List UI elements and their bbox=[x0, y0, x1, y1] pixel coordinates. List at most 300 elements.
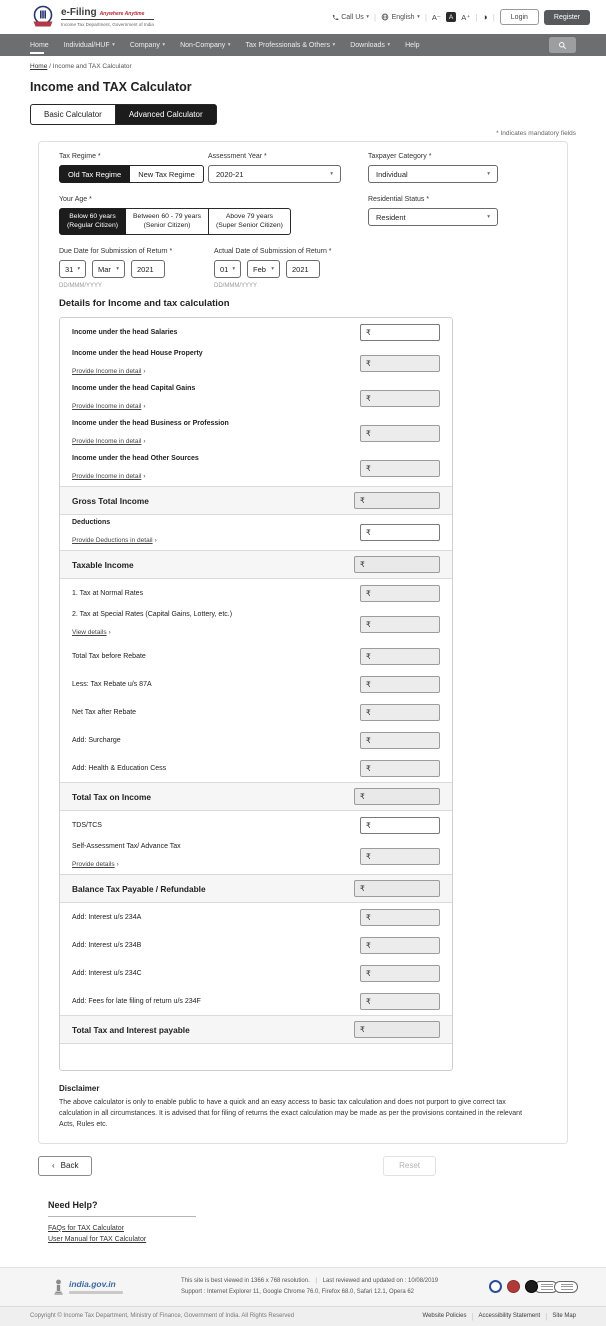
row-label: Add: Interest u/s 234C bbox=[72, 969, 142, 977]
calc-row-add-health-education-cess bbox=[60, 754, 452, 782]
footer-links bbox=[423, 1312, 576, 1321]
due-date-label: Due Date for Submission of Return * bbox=[59, 248, 173, 255]
detail-link-row bbox=[72, 465, 199, 483]
rupee-symbol: ₹ bbox=[366, 735, 371, 745]
chevron-right-icon: › bbox=[143, 367, 146, 375]
nav-item-tax-professionals[interactable] bbox=[246, 34, 336, 56]
row-label-group bbox=[72, 792, 151, 802]
total-row-taxable-income bbox=[60, 550, 452, 579]
actual-date-hint: DD/MMM/YYYY bbox=[214, 283, 258, 289]
amount-input-net-tax-after-rebate bbox=[360, 704, 440, 721]
provide-income-in-detail-link[interactable]: Provide Income in detail bbox=[72, 402, 142, 410]
row-label: Income under the head Salaries bbox=[72, 328, 178, 336]
row-label: Income under the head Capital Gains bbox=[72, 384, 196, 392]
chevron-down-icon: ▾ bbox=[77, 266, 81, 272]
browser-support-note: Support : Internet Explorer 11, Google Chrome 76.0, Firefox 68.0, Safari 12.1, Opera 62 bbox=[181, 1288, 415, 1295]
breadcrumb bbox=[30, 63, 576, 70]
nav-item-non-company[interactable] bbox=[180, 34, 230, 56]
amount-input-self-assessment-tax-advance-tax bbox=[360, 848, 440, 865]
row-label-group bbox=[72, 822, 102, 829]
chevron-down-icon: ▾ bbox=[330, 171, 333, 177]
rupee-symbol: ₹ bbox=[366, 940, 371, 950]
chevron-down-icon: ▾ bbox=[227, 42, 231, 48]
language-label: English bbox=[391, 13, 415, 21]
actual-date-label: Actual Date of Submission of Return * bbox=[214, 248, 332, 255]
detail-link-row bbox=[72, 430, 229, 448]
brand-name: e-Filing bbox=[61, 7, 97, 18]
amount-input-income-under-the-head-other-sources bbox=[360, 460, 440, 477]
chevron-left-icon: ‹ bbox=[52, 1161, 55, 1171]
row-label: Deductions bbox=[72, 518, 111, 526]
footer-info-line1 bbox=[181, 1276, 438, 1287]
due-month-select[interactable] bbox=[92, 260, 125, 278]
india-gov-emblem-icon bbox=[52, 1279, 65, 1295]
age-option-line1: Between 60 - 79 years bbox=[133, 212, 202, 220]
site-map-link[interactable]: Site Map bbox=[552, 1313, 576, 1320]
disclaimer bbox=[59, 1084, 553, 1131]
nav-label: Help bbox=[405, 41, 420, 49]
actual-date-field bbox=[214, 248, 332, 289]
amount-input-income-under-the-head-salaries[interactable] bbox=[360, 324, 440, 341]
assessment-year-select[interactable] bbox=[208, 165, 341, 183]
rupee-symbol: ₹ bbox=[366, 852, 371, 861]
footer-info bbox=[181, 1276, 438, 1298]
calc-row-add-interest-u-s-234b bbox=[60, 931, 452, 959]
calc-row-add-fees-for-late-filing-of-return-u-s-2 bbox=[60, 987, 452, 1015]
chevron-down-icon: ▾ bbox=[332, 42, 336, 48]
total-row-total-tax-on-income bbox=[60, 782, 452, 811]
calc-section-heading: Details for Income and tax calculation bbox=[59, 298, 230, 309]
residential-status-select[interactable] bbox=[368, 208, 498, 226]
chevron-down-icon: ▾ bbox=[417, 14, 420, 20]
detail-link-row bbox=[72, 853, 181, 871]
row-label-group bbox=[72, 455, 199, 483]
calc-row-1-tax-at-normal-rates bbox=[60, 579, 452, 607]
chevron-right-icon: › bbox=[143, 472, 146, 480]
row-label-group bbox=[72, 350, 203, 378]
chevron-down-icon: ▾ bbox=[366, 14, 370, 20]
amount-input-less-tax-rebate-u-s-87a bbox=[360, 676, 440, 693]
amount-input-tds-tcs[interactable] bbox=[360, 817, 440, 834]
accessibility-badges[interactable] bbox=[525, 1280, 578, 1293]
assessment-year-value: 2020-21 bbox=[216, 169, 244, 179]
calculator-form-panel bbox=[38, 141, 568, 1144]
brand-row bbox=[61, 7, 154, 20]
total-row-balance-tax-payable-refundable bbox=[60, 874, 452, 903]
amount-input-deductions[interactable] bbox=[360, 524, 440, 541]
brand-tagline: Anywhere Anytime bbox=[99, 11, 145, 17]
age-below-60-button[interactable] bbox=[59, 208, 126, 235]
divider: | bbox=[374, 12, 377, 22]
breadcrumb-current: Income and TAX Calculator bbox=[52, 63, 132, 70]
rupee-symbol: ₹ bbox=[366, 464, 371, 473]
register-button[interactable]: Register bbox=[544, 10, 590, 25]
disclaimer-heading: Disclaimer bbox=[59, 1084, 100, 1093]
row-label-group bbox=[72, 611, 232, 639]
actual-year-input[interactable] bbox=[286, 260, 320, 278]
provide-income-in-detail-link[interactable]: Provide Income in detail bbox=[72, 437, 142, 445]
footer-bottom bbox=[0, 1306, 606, 1326]
rupee-symbol: ₹ bbox=[360, 1025, 365, 1034]
need-help-section bbox=[48, 1200, 568, 1244]
search-button[interactable] bbox=[549, 37, 576, 53]
font-increase-button[interactable]: A⁺ bbox=[461, 12, 471, 22]
nav-label: Tax Professionals & Others bbox=[245, 41, 330, 49]
header-utilities bbox=[332, 9, 590, 25]
india-gov-link[interactable] bbox=[52, 1279, 123, 1295]
calc-row-less-tax-rebate-u-s-87a bbox=[60, 670, 452, 698]
certification-badge-red[interactable] bbox=[507, 1280, 520, 1293]
nav-item-company[interactable] bbox=[130, 34, 165, 56]
disclaimer-text: The above calculator is only to enable public to have a quick and an easy access to basic tax calculation and does not purport to give correct tax calculation in all circumstances. It is advised that for filing of returns the exact calculation may be made as per the provisions contained in the relevant Acts, Rules etc. bbox=[59, 1099, 523, 1128]
accessibility-statement-link[interactable]: Accessibility Statement bbox=[478, 1313, 541, 1320]
rupee-symbol: ₹ bbox=[366, 707, 371, 717]
chevron-right-icon: › bbox=[143, 437, 146, 445]
reset-button[interactable]: Reset bbox=[383, 1156, 436, 1176]
assessment-year-field bbox=[208, 153, 341, 183]
brand-subtitle: Income Tax Department, Government of India bbox=[61, 21, 154, 27]
row-label: Income under the head House Property bbox=[72, 349, 203, 357]
old-tax-regime-button[interactable]: Old Tax Regime bbox=[59, 165, 130, 183]
chevron-down-icon: ▾ bbox=[271, 266, 274, 272]
due-date-group bbox=[59, 260, 214, 278]
row-label-group bbox=[72, 329, 177, 336]
row-label: Less: Tax Rebate u/s 87A bbox=[72, 680, 152, 688]
nav-item-downloads[interactable] bbox=[350, 34, 390, 56]
divider: | bbox=[545, 1311, 548, 1321]
actual-month-select[interactable] bbox=[247, 260, 280, 278]
tab-basic-calculator[interactable]: Basic Calculator bbox=[30, 104, 115, 125]
language-menu[interactable] bbox=[381, 13, 420, 21]
chevron-right-icon: › bbox=[108, 628, 111, 636]
rupee-symbol: ₹ bbox=[366, 679, 371, 689]
calc-row-add-interest-u-s-234c bbox=[60, 959, 452, 987]
amount-input-income-under-the-head-house-property bbox=[360, 355, 440, 372]
row-label-group bbox=[72, 765, 166, 772]
view-details-link[interactable]: View details bbox=[72, 628, 107, 636]
row-label: Add: Interest u/s 234B bbox=[72, 941, 142, 949]
nav-item-home[interactable] bbox=[30, 34, 49, 56]
row-label-group bbox=[72, 998, 201, 1005]
efiling-logo[interactable] bbox=[30, 4, 154, 30]
amount-input-balance-tax-payable-refundable bbox=[354, 880, 440, 897]
calc-row-add-interest-u-s-234a bbox=[60, 903, 452, 931]
calc-row-income-under-the-head-capital-gains bbox=[60, 381, 452, 416]
age-toggle bbox=[59, 208, 368, 235]
residential-status-value: Resident bbox=[376, 212, 406, 222]
row-label: Add: Surcharge bbox=[72, 736, 121, 744]
row-label: TDS/TCS bbox=[72, 821, 102, 829]
india-gov-tagline bbox=[69, 1291, 123, 1294]
age-60-79-button[interactable] bbox=[126, 208, 209, 235]
assessment-year-label: Assessment Year * bbox=[208, 153, 267, 160]
detail-link-row bbox=[72, 529, 157, 547]
rupee-symbol: ₹ bbox=[360, 884, 365, 893]
call-us-menu[interactable] bbox=[332, 14, 369, 21]
amount-input-add-interest-u-s-234a bbox=[360, 909, 440, 926]
form-row-1 bbox=[59, 153, 553, 183]
main-content bbox=[0, 63, 606, 1243]
breadcrumb-home-link[interactable]: Home bbox=[30, 63, 48, 70]
nav-label: Home bbox=[30, 41, 49, 49]
divider: | bbox=[424, 12, 427, 22]
due-day-select[interactable] bbox=[59, 260, 86, 278]
amount-input-add-surcharge bbox=[360, 732, 440, 749]
row-label: Gross Total Income bbox=[72, 495, 149, 506]
income-tax-emblem-icon bbox=[30, 4, 56, 30]
chevron-right-icon: › bbox=[116, 860, 119, 868]
actual-year-value: 2021 bbox=[292, 264, 309, 274]
row-label-group bbox=[72, 681, 152, 688]
rupee-symbol: ₹ bbox=[360, 496, 365, 505]
amount-input-total-tax-before-rebate bbox=[360, 648, 440, 665]
tax-regime-label: Tax Regime * bbox=[59, 153, 101, 160]
need-help-heading: Need Help? bbox=[48, 1200, 196, 1217]
rupee-symbol: ₹ bbox=[366, 528, 371, 537]
calc-row-net-tax-after-rebate bbox=[60, 698, 452, 726]
calc-row-self-assessment-tax-advance-tax bbox=[60, 839, 452, 874]
nav-item-individual-huf[interactable] bbox=[64, 34, 115, 56]
amount-input-add-interest-u-s-234b bbox=[360, 937, 440, 954]
age-field bbox=[59, 196, 368, 235]
row-label: Add: Interest u/s 234A bbox=[72, 913, 142, 921]
row-label: Income under the head Other Sources bbox=[72, 454, 199, 462]
rupee-symbol: ₹ bbox=[366, 912, 371, 922]
certification-badge-blue[interactable] bbox=[489, 1280, 502, 1293]
nav-label: Company bbox=[129, 41, 160, 49]
call-us-label: Call Us bbox=[341, 13, 364, 21]
row-label: Balance Tax Payable / Refundable bbox=[72, 883, 206, 894]
divider: | bbox=[315, 1278, 317, 1285]
chevron-down-icon: ▾ bbox=[487, 214, 490, 220]
tab-advanced-calculator[interactable]: Advanced Calculator bbox=[115, 104, 217, 125]
calc-row-income-under-the-head-other-sources bbox=[60, 451, 452, 486]
row-label-group bbox=[72, 942, 141, 949]
calculator-tabs bbox=[30, 104, 576, 125]
row-label-group bbox=[72, 385, 195, 413]
amount-input-gross-total-income bbox=[354, 492, 440, 509]
website-policies-link[interactable]: Website Policies bbox=[422, 1313, 467, 1320]
footer bbox=[0, 1267, 606, 1326]
form-actions bbox=[38, 1156, 568, 1176]
actual-month-value: Feb bbox=[253, 264, 266, 274]
rupee-symbol: ₹ bbox=[366, 429, 371, 438]
tax-regime-toggle bbox=[59, 165, 208, 183]
row-label: Taxable Income bbox=[72, 559, 134, 570]
calc-row-tds-tcs bbox=[60, 811, 452, 839]
actual-date-group bbox=[214, 260, 332, 278]
rupee-symbol: ₹ bbox=[366, 327, 371, 337]
calc-row-2-tax-at-special-rates-capital-gains-lot bbox=[60, 607, 452, 642]
due-year-value: 2021 bbox=[137, 264, 154, 274]
phone-icon bbox=[332, 14, 339, 21]
calc-table bbox=[59, 317, 453, 1071]
tax-regime-field bbox=[59, 153, 208, 183]
due-date-field bbox=[59, 248, 214, 289]
divider: | bbox=[475, 12, 478, 22]
resolution-note: This site is best viewed in 1366 x 768 resolution. bbox=[181, 1278, 310, 1285]
need-help-links bbox=[48, 1225, 568, 1244]
faq-link[interactable]: FAQs for TAX Calculator bbox=[48, 1224, 124, 1232]
divider: | bbox=[492, 12, 495, 22]
taxpayer-category-value: Individual bbox=[376, 169, 408, 179]
nav-item-help[interactable] bbox=[405, 34, 419, 56]
calc-row-total-tax-before-rebate bbox=[60, 642, 452, 670]
rupee-symbol: ₹ bbox=[366, 820, 371, 830]
row-label-group bbox=[72, 737, 121, 744]
residential-status-field bbox=[368, 196, 498, 235]
row-label-group bbox=[72, 914, 141, 921]
age-option-line2: (Super Senior Citizen) bbox=[216, 221, 283, 229]
amount-input-income-under-the-head-capital-gains bbox=[360, 390, 440, 407]
age-above-79-button[interactable] bbox=[209, 208, 291, 235]
nav-label: Downloads bbox=[350, 41, 385, 49]
amount-input-add-health-education-cess bbox=[360, 760, 440, 777]
rupee-symbol: ₹ bbox=[366, 996, 371, 1006]
last-updated-note: Last reviewed and updated on : 10/08/2019 bbox=[322, 1278, 439, 1285]
row-label: Add: Fees for late filing of return u/s 234F bbox=[72, 997, 201, 1005]
chevron-down-icon: ▾ bbox=[387, 42, 391, 48]
login-button[interactable]: Login bbox=[500, 9, 539, 25]
form-row-2 bbox=[59, 196, 553, 235]
row-label: 1. Tax at Normal Rates bbox=[72, 589, 144, 597]
calc-row-income-under-the-head-business-or-profes bbox=[60, 416, 452, 451]
chevron-down-icon: ▾ bbox=[487, 171, 490, 177]
page-title: Income and TAX Calculator bbox=[30, 80, 192, 94]
due-month-value: Mar bbox=[98, 264, 111, 274]
row-label-group bbox=[72, 420, 229, 448]
font-default-button[interactable]: A bbox=[446, 12, 456, 22]
age-option-line1: Above 79 years bbox=[225, 212, 274, 220]
main-navbar bbox=[0, 34, 606, 56]
actual-day-select[interactable] bbox=[214, 260, 241, 278]
row-label-group bbox=[72, 709, 136, 716]
chevron-right-icon: › bbox=[154, 536, 157, 544]
rupee-symbol: ₹ bbox=[360, 560, 365, 569]
taxpayer-category-field bbox=[368, 153, 498, 183]
row-label-group bbox=[72, 1025, 190, 1035]
row-label: 2. Tax at Special Rates (Capital Gains, Lottery, etc.) bbox=[72, 610, 233, 618]
rupee-symbol: ₹ bbox=[366, 359, 371, 368]
contrast-toggle[interactable]: ◑ bbox=[482, 12, 488, 22]
badge-oval-icon bbox=[554, 1281, 578, 1293]
rupee-symbol: ₹ bbox=[366, 588, 371, 598]
due-day-value: 31 bbox=[65, 264, 74, 274]
amount-input-1-tax-at-normal-rates bbox=[360, 585, 440, 602]
back-label: Back bbox=[60, 1161, 79, 1171]
new-tax-regime-button[interactable]: New Tax Regime bbox=[130, 165, 204, 183]
rupee-symbol: ₹ bbox=[366, 620, 371, 629]
due-date-hint: DD/MMM/YYYY bbox=[59, 283, 103, 289]
font-decrease-button[interactable]: A⁻ bbox=[431, 12, 441, 22]
row-label-group bbox=[72, 884, 206, 894]
india-gov-text bbox=[69, 1279, 123, 1294]
row-label: Income under the head Business or Profession bbox=[72, 419, 229, 427]
provide-details-link[interactable]: Provide details bbox=[72, 860, 115, 868]
amount-input-2-tax-at-special-rates-capital-gains-lot bbox=[360, 616, 440, 633]
detail-link-row bbox=[72, 621, 232, 639]
row-label-group bbox=[72, 560, 134, 570]
age-option-line1: Below 60 years bbox=[69, 212, 116, 220]
chevron-down-icon: ▾ bbox=[162, 42, 166, 48]
amount-input-add-fees-for-late-filing-of-return-u-s-2 bbox=[360, 993, 440, 1010]
chevron-down-icon: ▾ bbox=[232, 266, 236, 272]
rupee-symbol: ₹ bbox=[366, 651, 371, 661]
top-header bbox=[0, 0, 606, 34]
residential-status-label: Residential Status * bbox=[368, 196, 430, 203]
brand-text bbox=[61, 4, 154, 27]
calc-row-add-surcharge bbox=[60, 726, 452, 754]
divider: | bbox=[471, 1311, 474, 1321]
provide-income-in-detail-link[interactable]: Provide Income in detail bbox=[72, 367, 142, 375]
age-label: Your Age * bbox=[59, 196, 92, 203]
row-label: Self-Assessment Tax/ Advance Tax bbox=[72, 842, 181, 850]
row-label: Total Tax before Rebate bbox=[72, 652, 146, 660]
chevron-right-icon: › bbox=[143, 402, 146, 410]
amount-input-add-interest-u-s-234c bbox=[360, 965, 440, 982]
chevron-down-icon: ▾ bbox=[116, 266, 119, 272]
calc-row-deductions bbox=[60, 515, 452, 550]
mandatory-note: * Indicates mandatory fields bbox=[496, 130, 576, 137]
form-row-3 bbox=[59, 248, 553, 289]
row-label: Total Tax and Interest payable bbox=[72, 1024, 190, 1035]
total-row-total-tax-and-interest-payable bbox=[60, 1015, 452, 1044]
rupee-symbol: ₹ bbox=[366, 968, 371, 978]
rupee-symbol: ₹ bbox=[366, 394, 371, 403]
row-label-group bbox=[72, 496, 149, 506]
taxpayer-category-label: Taxpayer Category * bbox=[368, 153, 432, 160]
search-icon bbox=[558, 41, 567, 50]
amount-input-income-under-the-head-business-or-profes bbox=[360, 425, 440, 442]
copyright-text: Copyright © Income Tax Department, Ministry of Finance, Government of India. All Rights Reserved bbox=[30, 1313, 295, 1320]
calc-row-income-under-the-head-salaries bbox=[60, 318, 452, 346]
row-label: Add: Health & Education Cess bbox=[72, 764, 167, 772]
nav-label: Non-Company bbox=[180, 41, 226, 49]
amount-input-total-tax-on-income bbox=[354, 788, 440, 805]
actual-day-value: 01 bbox=[220, 264, 229, 274]
calc-row-income-under-the-head-house-property bbox=[60, 346, 452, 381]
breadcrumb-separator: / bbox=[49, 63, 51, 70]
provide-income-in-detail-link[interactable]: Provide Income in detail bbox=[72, 472, 142, 480]
chevron-down-icon: ▾ bbox=[112, 42, 115, 48]
due-year-input[interactable] bbox=[131, 260, 165, 278]
total-row-gross-total-income bbox=[60, 486, 452, 515]
nav-label: Individual/HUF bbox=[63, 41, 110, 49]
row-label: Total Tax on Income bbox=[72, 791, 151, 802]
age-option-line2: (Senior Citizen) bbox=[143, 221, 191, 229]
row-label-group bbox=[72, 970, 142, 977]
rupee-symbol: ₹ bbox=[366, 763, 371, 773]
user-manual-link[interactable]: User Manual for TAX Calculator bbox=[48, 1236, 147, 1244]
row-label-group bbox=[72, 843, 181, 871]
detail-link-row bbox=[72, 360, 203, 378]
row-label-group bbox=[72, 653, 146, 660]
india-gov-label: india.gov.in bbox=[69, 1279, 116, 1290]
row-label-group bbox=[72, 590, 143, 597]
taxpayer-category-select[interactable] bbox=[368, 165, 498, 183]
amount-input-total-tax-and-interest-payable bbox=[354, 1021, 440, 1038]
row-label: Net Tax after Rebate bbox=[72, 708, 137, 716]
footer-badges bbox=[489, 1280, 578, 1293]
detail-link-row bbox=[72, 395, 195, 413]
row-label-group bbox=[72, 519, 157, 547]
age-option-line2: (Regular Citizen) bbox=[67, 221, 118, 229]
amount-input-taxable-income bbox=[354, 556, 440, 573]
globe-icon bbox=[381, 13, 389, 21]
back-button[interactable] bbox=[38, 1156, 92, 1176]
rupee-symbol: ₹ bbox=[360, 792, 365, 801]
provide-deductions-in-detail-link[interactable]: Provide Deductions in detail bbox=[72, 536, 153, 544]
